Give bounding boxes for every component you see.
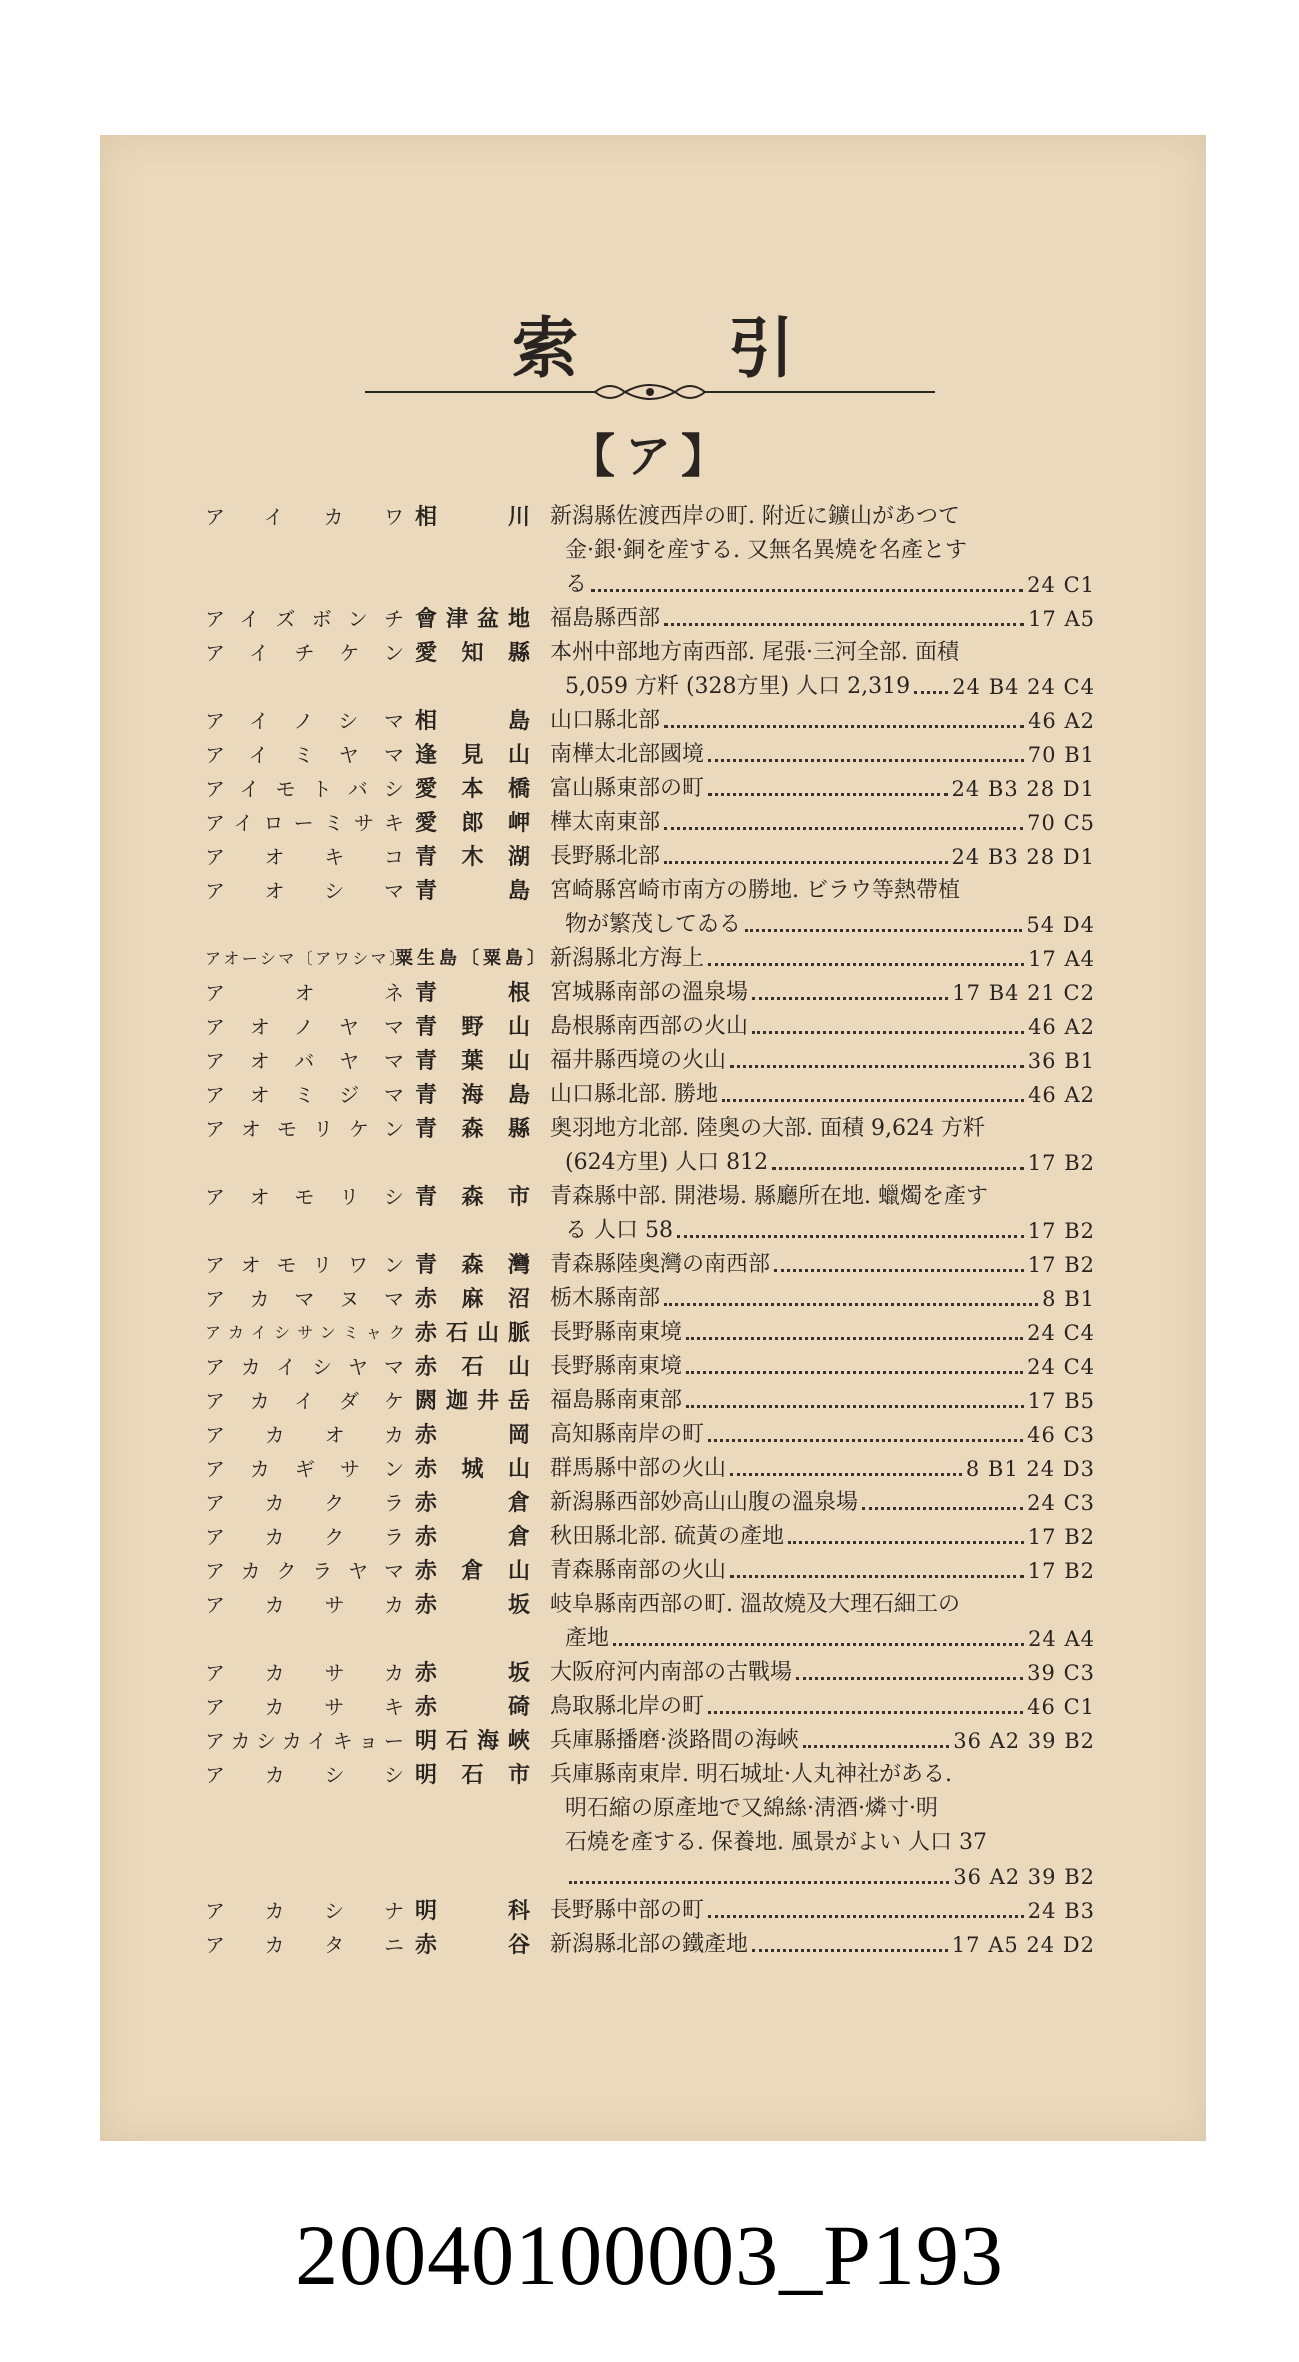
index-entry: [205, 874, 1095, 942]
leader-dots: [796, 1656, 1023, 1680]
leader-dots: [708, 1690, 1023, 1714]
entry-line: [205, 1724, 1095, 1758]
index-entry: [205, 1452, 1095, 1486]
index-entry: [205, 806, 1095, 840]
entry-line: [205, 1452, 1095, 1486]
entry-description: る: [565, 572, 588, 597]
entry-description: 岐阜縣南西部の町. 溫故燒及大理石細工の: [550, 1592, 960, 1617]
leader-dots: [752, 1010, 1024, 1034]
entry-description: 5,059 方粁 (328方里) 人口 2,319: [565, 674, 911, 699]
index-entry: [205, 1724, 1095, 1758]
entry-description: 宮崎縣宮崎市南方の勝地. ビラウ等熱帶植: [550, 878, 960, 903]
entry-reading: アオノヤマ: [205, 1015, 405, 1039]
section-heading: 【ア】: [569, 429, 737, 483]
entry-description: 明石縮の原產地で又綿絲·淸酒·燐寸·明: [565, 1796, 938, 1821]
entry-line: [205, 1248, 1095, 1282]
entry-reading: アオモリワン: [205, 1253, 405, 1277]
entry-line: [205, 1044, 1095, 1078]
entry-name: 赤倉: [415, 1524, 530, 1550]
entry-description: 栃木縣南部: [550, 1286, 661, 1311]
index-entry: [205, 942, 1095, 976]
entry-description: 產地: [565, 1626, 610, 1651]
entry-name: 青根: [415, 980, 530, 1006]
entry-line: [205, 1690, 1095, 1724]
entry-description: 鳥取縣北岸の町: [550, 1694, 705, 1719]
entry-name: 赤石山脈: [415, 1320, 530, 1346]
entry-name: 明石海峽: [415, 1728, 530, 1754]
entry-reading: アイローミサキ: [205, 811, 405, 835]
entry-description: 大阪府河内南部の古戰場: [550, 1660, 793, 1685]
leader-dots: [686, 1316, 1023, 1340]
index-entry: [205, 1486, 1095, 1520]
map-reference: 17 A4: [1028, 947, 1095, 971]
index-entry: [205, 840, 1095, 874]
entry-description: 兵庫縣播磨·淡路間の海峽: [550, 1728, 799, 1753]
entry-line: [205, 670, 1095, 704]
map-reference: 70 C5: [1027, 811, 1095, 835]
index-entry: [205, 1078, 1095, 1112]
map-reference: 17 B5: [1027, 1389, 1095, 1413]
index-entry: [205, 1554, 1095, 1588]
entry-name: 閼迦井岳: [415, 1388, 530, 1414]
entry-reading: アカタニ: [205, 1933, 405, 1957]
index-entry: [205, 1044, 1095, 1078]
entry-name: 青森縣: [415, 1116, 530, 1142]
index-entry: [205, 636, 1095, 704]
leader-dots: [730, 1554, 1024, 1578]
leader-dots: [774, 1248, 1024, 1272]
entry-description: 福島縣南東部: [550, 1388, 683, 1413]
leader-dots: [591, 568, 1023, 592]
entry-description: 新潟縣西部妙高山山腹の溫泉場: [550, 1490, 859, 1515]
leader-dots: [803, 1724, 949, 1748]
entry-reading: アカマヌマ: [205, 1287, 405, 1311]
index-entry: [205, 1418, 1095, 1452]
entry-name: 粟生島〔粟島〕: [395, 948, 545, 969]
entry-reading: アイチケン: [205, 641, 405, 665]
entry-name: 青森市: [415, 1184, 530, 1210]
entry-reading: アオーシマ〔アワシマ〕: [205, 949, 405, 968]
entry-reading: アカイシヤマ: [205, 1355, 405, 1379]
index-entry: [205, 738, 1095, 772]
map-reference: 46 A2: [1028, 1015, 1095, 1039]
entry-reading: アカクラ: [205, 1491, 405, 1515]
entry-line: [205, 1078, 1095, 1112]
entry-name: 青葉山: [415, 1048, 530, 1074]
entry-description: 金·銀·銅を産する. 又無名異燒を名產とす: [565, 538, 967, 563]
map-reference: 46 A2: [1028, 1083, 1095, 1107]
leader-dots: [745, 908, 1022, 932]
map-reference: 17 B2: [1027, 1525, 1095, 1549]
entry-line: [205, 1792, 1095, 1826]
entry-description: 群馬縣中部の火山: [550, 1456, 727, 1481]
index-entry: [205, 1282, 1095, 1316]
index-entry: [205, 1928, 1095, 1962]
leader-dots: [862, 1486, 1023, 1510]
index-entry: [205, 1520, 1095, 1554]
entry-name: 青野山: [415, 1014, 530, 1040]
entry-line: [205, 1486, 1095, 1520]
entry-name: 赤麻沼: [415, 1286, 530, 1312]
leader-dots: [752, 1928, 948, 1952]
leader-dots: [664, 602, 1024, 626]
leader-dots: [686, 1384, 1024, 1408]
entry-name: 逢見山: [415, 742, 530, 768]
entry-line: [205, 1350, 1095, 1384]
entry-name: 青海島: [415, 1082, 530, 1108]
entry-description: 新潟縣北部の鐵產地: [550, 1932, 749, 1957]
leader-dots: [788, 1520, 1024, 1544]
entry-line: [205, 806, 1095, 840]
index-page: [100, 135, 1206, 2141]
entry-reading: アカクラ: [205, 1525, 405, 1549]
entry-description: 長野縣南東境: [550, 1354, 683, 1379]
entry-name: 赤坂: [415, 1660, 530, 1686]
entry-name: 青島: [415, 878, 530, 904]
entry-description: 新潟縣佐渡西岸の町. 附近に鑛山があつて: [550, 504, 960, 529]
entry-reading: アカサカ: [205, 1593, 405, 1617]
map-reference: 24 C3: [1027, 1491, 1095, 1515]
entry-reading: アイカワ: [205, 505, 405, 529]
entry-reading: アカシナ: [205, 1899, 405, 1923]
map-reference: 17 B2: [1027, 1219, 1095, 1243]
entry-line: [205, 1622, 1095, 1656]
map-reference: 17 A5 24 D2: [951, 1933, 1095, 1957]
map-reference: 36 A2 39 B2: [953, 1729, 1095, 1753]
entry-line: [205, 1282, 1095, 1316]
map-reference: 24 C1: [1027, 573, 1095, 597]
entry-name: 青木湖: [415, 844, 530, 870]
entry-line: [205, 1520, 1095, 1554]
map-reference: 36 B1: [1027, 1049, 1095, 1073]
entry-description: 奥羽地方北部. 陸奥の大部. 面積 9,624 方粁: [550, 1116, 985, 1141]
image-caption: 20040100003_P193: [295, 2207, 1004, 2303]
entry-line: [205, 840, 1095, 874]
entry-reading: アカオカ: [205, 1423, 405, 1447]
entry-reading: アイノシマ: [205, 709, 405, 733]
entry-reading: アカサカ: [205, 1661, 405, 1685]
entry-description: (624方里) 人口 812: [565, 1150, 769, 1175]
leader-dots: [708, 772, 948, 796]
leader-dots: [664, 704, 1024, 728]
entry-name: 相島: [415, 708, 530, 734]
entry-line: [205, 1418, 1095, 1452]
leader-dots: [664, 1282, 1038, 1306]
leader-dots: [708, 1418, 1023, 1442]
entry-line: [205, 636, 1095, 670]
entry-description: 南樺太北部國境: [550, 742, 705, 767]
entry-description: 物が繁茂してゐる: [565, 912, 742, 937]
entry-reading: アカイダケ: [205, 1389, 405, 1413]
entry-line: [205, 1894, 1095, 1928]
entry-line: [205, 500, 1095, 534]
entry-description: 青森縣中部. 開港場. 縣廳所在地. 蠟燭を產す: [550, 1184, 988, 1209]
map-reference: 17 B2: [1027, 1253, 1095, 1277]
page-title: 索引: [512, 309, 944, 387]
leader-dots: [664, 840, 948, 864]
leader-dots: [708, 942, 1024, 966]
entry-reading: アカサキ: [205, 1695, 405, 1719]
leader-dots: [730, 1452, 962, 1476]
entry-name: 相川: [415, 504, 530, 530]
entry-line: [205, 1316, 1095, 1350]
map-reference: 46 C1: [1027, 1695, 1095, 1719]
entry-name: 赤城山: [415, 1456, 530, 1482]
entry-reading: アオシマ: [205, 879, 405, 903]
entry-line: [205, 874, 1095, 908]
entry-description: 島根縣南西部の火山: [550, 1014, 749, 1039]
entry-line: [205, 976, 1095, 1010]
index-entry: [205, 704, 1095, 738]
entry-name: 赤倉: [415, 1490, 530, 1516]
index-entry: [205, 1112, 1095, 1180]
entry-line: [205, 1588, 1095, 1622]
leader-dots: [664, 806, 1023, 830]
entry-reading: アカシシ: [205, 1763, 405, 1787]
entry-description: 長野縣北部: [550, 844, 661, 869]
entry-reading: アカイシサンミャク: [205, 1323, 405, 1342]
entry-line: [205, 704, 1095, 738]
entry-description: 樺太南東部: [550, 810, 661, 835]
entry-line: [205, 1214, 1095, 1248]
entry-name: 赤倉山: [415, 1558, 530, 1584]
entry-description: 青森縣陸奥灣の南西部: [550, 1252, 771, 1277]
map-reference: 17 B2: [1027, 1559, 1095, 1583]
entry-name: 愛知縣: [415, 640, 530, 666]
entry-line: [205, 1758, 1095, 1792]
entry-line: [205, 942, 1095, 976]
entry-name: 赤岡: [415, 1422, 530, 1448]
leader-dots: [730, 1044, 1024, 1068]
index-entry: [205, 1248, 1095, 1282]
title-ornament: [365, 380, 935, 404]
index-entry: [205, 1180, 1095, 1248]
leader-dots: [569, 1860, 949, 1884]
entry-name: 赤石山: [415, 1354, 530, 1380]
entry-line: [205, 1656, 1095, 1690]
index-entries: [205, 500, 1095, 1962]
entry-line: [205, 1112, 1095, 1146]
entry-description: 青森縣南部の火山: [550, 1558, 727, 1583]
entry-name: 明科: [415, 1898, 530, 1924]
leader-dots: [613, 1622, 1024, 1646]
map-reference: 8 B1 24 D3: [965, 1457, 1095, 1481]
map-reference: 17 A5: [1028, 607, 1095, 631]
entry-reading: アオキコ: [205, 845, 405, 869]
entry-line: [205, 1928, 1095, 1962]
entry-line: [205, 908, 1095, 942]
entry-line: [205, 1146, 1095, 1180]
entry-line: [205, 738, 1095, 772]
entry-reading: アオモリケン: [205, 1117, 405, 1141]
entry-reading: アオバヤマ: [205, 1049, 405, 1073]
leader-dots: [677, 1214, 1024, 1238]
map-reference: 39 C3: [1027, 1661, 1095, 1685]
entry-description: 福島縣西部: [550, 606, 661, 631]
map-reference: 24 B3: [1027, 1899, 1095, 1923]
entry-description: 石燒を產する. 保養地. 風景がよい 人口 37: [565, 1830, 987, 1855]
entry-description: 福井縣西境の火山: [550, 1048, 727, 1073]
map-reference: 24 A4: [1028, 1627, 1095, 1651]
entry-line: [205, 1010, 1095, 1044]
entry-reading: アカシカイキョー: [205, 1729, 405, 1753]
entry-description: 山口縣北部: [550, 708, 661, 733]
index-entry: [205, 1010, 1095, 1044]
map-reference: 54 D4: [1026, 913, 1095, 937]
index-entry: [205, 602, 1095, 636]
index-entry: [205, 1758, 1095, 1894]
entry-description: 長野縣南東境: [550, 1320, 683, 1345]
map-reference: 24 C4: [1027, 1321, 1095, 1345]
entry-reading: アイモトバシ: [205, 777, 405, 801]
index-entry: [205, 976, 1095, 1010]
map-reference: 17 B4 21 C2: [952, 981, 1095, 1005]
index-entry: [205, 772, 1095, 806]
entry-description: 長野縣中部の町: [550, 1898, 705, 1923]
entry-reading: アオミジマ: [205, 1083, 405, 1107]
index-entry: [205, 1656, 1095, 1690]
index-entry: [205, 1894, 1095, 1928]
entry-reading: アオネ: [205, 981, 405, 1005]
entry-name: 愛本橋: [415, 776, 530, 802]
map-reference: 70 B1: [1027, 743, 1095, 767]
entry-name: 赤谷: [415, 1932, 530, 1958]
index-entry: [205, 1316, 1095, 1350]
leader-dots: [686, 1350, 1023, 1374]
map-reference: 24 B4 24 C4: [952, 675, 1095, 699]
entry-description: 山口縣北部. 勝地: [550, 1082, 718, 1107]
index-entry: [205, 1350, 1095, 1384]
leader-dots: [708, 1894, 1024, 1918]
entry-description: 富山縣東部の町: [550, 776, 705, 801]
entry-name: 赤碕: [415, 1694, 530, 1720]
entry-line: [205, 772, 1095, 806]
entry-reading: アカクラヤマ: [205, 1559, 405, 1583]
entry-line: [205, 1384, 1095, 1418]
index-entry: [205, 1588, 1095, 1656]
entry-description: 高知縣南岸の町: [550, 1422, 705, 1447]
entry-line: [205, 534, 1095, 568]
entry-description: 秋田縣北部. 硫黃の產地: [550, 1524, 784, 1549]
entry-reading: アオモリシ: [205, 1185, 405, 1209]
entry-line: [205, 568, 1095, 602]
entry-name: 明石市: [415, 1762, 530, 1788]
entry-line: [205, 1180, 1095, 1214]
entry-line: [205, 1860, 1095, 1894]
map-reference: 46 A2: [1028, 709, 1095, 733]
entry-line: [205, 1826, 1095, 1860]
entry-description: 新潟縣北方海上: [550, 946, 705, 971]
entry-name: 青森灣: [415, 1252, 530, 1278]
leader-dots: [772, 1146, 1024, 1170]
leader-dots: [752, 976, 948, 1000]
entry-name: 愛郎岬: [415, 810, 530, 836]
entry-line: [205, 1554, 1095, 1588]
entry-line: [205, 602, 1095, 636]
map-reference: 17 B2: [1027, 1151, 1095, 1175]
map-reference: 24 B3 28 D1: [951, 845, 1095, 869]
entry-reading: アイミヤマ: [205, 743, 405, 767]
leader-dots: [722, 1078, 1024, 1102]
index-entry: [205, 1690, 1095, 1724]
entry-reading: アカギサン: [205, 1457, 405, 1481]
entry-description: 宮城縣南部の溫泉場: [550, 980, 749, 1005]
entry-description: る 人口 58: [565, 1218, 673, 1243]
map-reference: 8 B1: [1042, 1287, 1095, 1311]
entry-name: 赤坂: [415, 1592, 530, 1618]
index-entry: [205, 1384, 1095, 1418]
entry-reading: アイズボンチ: [205, 607, 405, 631]
entry-description: 本州中部地方南西部. 尾張·三河全部. 面積: [550, 640, 959, 665]
map-reference: 36 A2 39 B2: [953, 1865, 1095, 1889]
map-reference: 46 C3: [1027, 1423, 1095, 1447]
leader-dots: [914, 670, 948, 694]
entry-name: 會津盆地: [415, 606, 530, 632]
index-entry: [205, 500, 1095, 602]
map-reference: 24 C4: [1027, 1355, 1095, 1379]
entry-description: 兵庫縣南東岸. 明石城址·人丸神社がある.: [550, 1762, 952, 1787]
map-reference: 24 B3 28 D1: [951, 777, 1095, 801]
leader-dots: [708, 738, 1024, 762]
